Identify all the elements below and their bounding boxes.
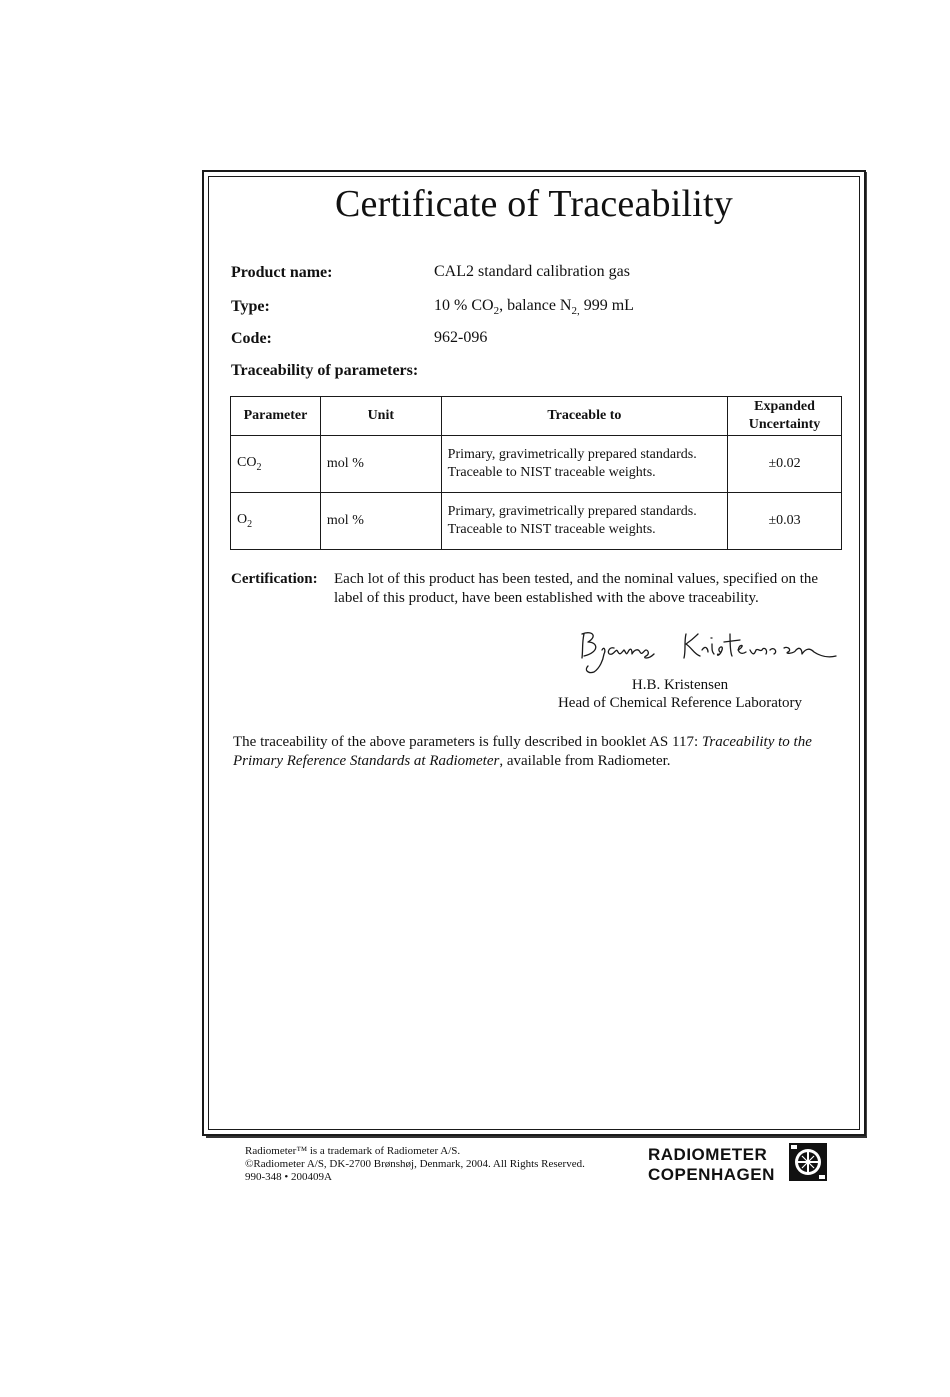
traceability-note: The traceability of the above parameters is fully described in booklet AS 117: Traceability to the Primary Reference Standards at Radiometer, available from Radiometer.	[233, 734, 812, 769]
header-parameter: Parameter	[231, 397, 321, 436]
type-value: 10 % $CO_2$, balance $N_{2,}$ 999 mL	[434, 297, 634, 318]
table-row	[231, 436, 842, 493]
code-value: 962-096	[434, 329, 488, 346]
traceability-heading: Traceability of parameters:	[231, 362, 419, 379]
type-label: Type:	[231, 298, 270, 315]
certification-label: Certification:	[231, 571, 318, 587]
border-shadow-right	[866, 172, 867, 1138]
product-name-value: CAL2 standard calibration gas	[434, 263, 630, 280]
row-parameter: $CO_2$	[231, 436, 321, 493]
border-shadow-bottom	[206, 1136, 867, 1138]
table-row	[231, 493, 842, 550]
header-expanded-uncertainty: Expanded Uncertainty	[728, 397, 842, 436]
row-parameter: $O_2$	[231, 493, 321, 550]
footer-copyright: ©Radiometer A/S, DK-2700 Brønshøj, Denmark, 2004. All Rights Reserved.	[245, 1158, 585, 1170]
row-uncertainty: ±0.02	[728, 436, 842, 493]
logo-text-radiometer: RADIOMETER	[648, 1145, 768, 1164]
row-unit: mol %	[320, 436, 441, 493]
code-label: Code:	[231, 330, 272, 347]
radiometer-logo-icon	[789, 1143, 827, 1181]
row-unit: mol %	[320, 493, 441, 550]
certificate-title: Certificate of Traceability	[335, 183, 733, 225]
row-traceable-to: Primary, gravimetrically prepared standards. Traceable to NIST traceable weights.	[441, 493, 727, 550]
header-unit: Unit	[320, 397, 441, 436]
signer-name: H.B. Kristensen	[631, 677, 729, 693]
product-name-label: Product name:	[231, 264, 333, 281]
signer-role: Head of Chemical Reference Laboratory	[557, 695, 803, 711]
logo-text-copenhagen: COPENHAGEN	[648, 1165, 775, 1184]
header-traceable-to: Traceable to	[441, 397, 727, 436]
traceability-table	[230, 396, 842, 550]
footer-trademark: Radiometer™ is a trademark of Radiometer A/S.	[245, 1145, 461, 1157]
row-traceable-to: Primary, gravimetrically prepared standards. Traceable to NIST traceable weights.	[441, 436, 727, 493]
footer-code: 990-348 • 200409A	[245, 1171, 332, 1183]
certification-text: Each lot of this product has been tested, and the nominal values, specified on the label of this product, have been established with the above traceability.	[334, 571, 819, 606]
table-header-row	[231, 397, 842, 436]
row-uncertainty: ±0.03	[728, 493, 842, 550]
handwritten-signature	[574, 628, 844, 680]
